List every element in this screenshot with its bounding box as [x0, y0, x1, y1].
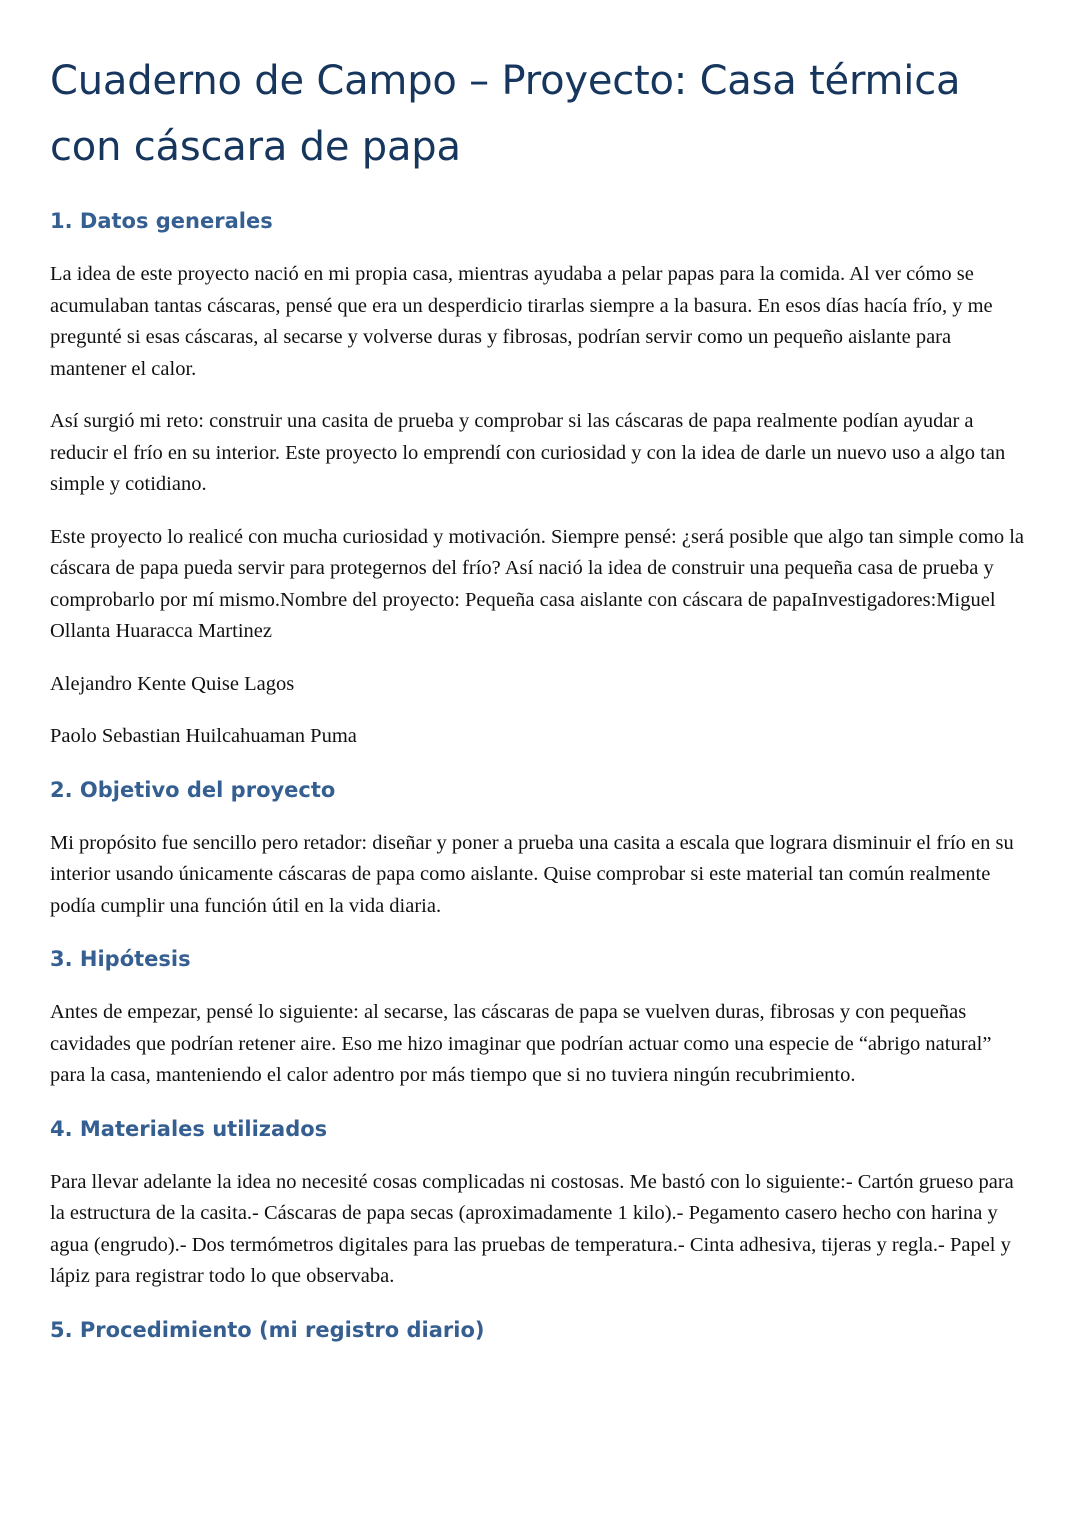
paragraph: Para llevar adelante la idea no necesité cosas complicadas ni costosas. Me bastó con lo siguiente:- Cartón grueso para la estructura de la casita.- Cáscaras de papa secas (aproximadamente 1 kilo).- Pegamento casero hecho con harina y agua (engrudo).- Dos termómetros digitales para las pruebas de temperatura.- Cinta adhesiva, tijeras y regla.- Papel y lápiz para registrar todo lo que observaba.	[50, 1170, 1014, 1287]
document-page	[50, 48, 1030, 1345]
paragraph: Mi propósito fue sencillo pero retador: diseñar y poner a prueba una casita a escala que lograra disminuir el frío en su interior usando únicamente cáscaras de papa como aislante. Quise comprobar si este material tan común realmente podía cumplir una función útil en la vida diaria.	[50, 831, 1014, 917]
section-heading-datos-generales: 1. Datos generales	[50, 209, 273, 233]
section-heading-hipotesis: 3. Hipótesis	[50, 947, 191, 971]
investigator-name: Paolo Sebastian Huilcahuaman Puma	[50, 725, 357, 747]
document-title: Cuaderno de Campo – Proyecto: Casa térmica con cáscara de papa	[50, 58, 961, 170]
section-heading-materiales: 4. Materiales utilizados	[50, 1116, 328, 1141]
investigator-name: Alejandro Kente Quise Lagos	[50, 672, 295, 695]
section-heading-objetivo: 2. Objetivo del proyecto	[50, 777, 336, 802]
paragraph: La idea de este proyecto nació en mi propia casa, mientras ayudaba a pelar papas para la comida. Al ver cómo se acumulaban tantas cáscaras, pensé que era un desperdicio tirarlas siempre a la basura. En esos días hacía frío, y me pregunté si esas cáscaras, al secarse y volverse duras y fibrosas, podrían servir como un pequeño aislante para mantener el calor.	[50, 263, 993, 380]
paragraph: Así surgió mi reto: construir una casita de prueba y comprobar si las cáscaras de papa realmente podían ayudar a reducir el frío en su interior. Este proyecto lo emprendí con curiosidad y con la idea de darle un nuevo uso a algo tan simple y cotidiano.	[50, 410, 1006, 495]
paragraph: Este proyecto lo realicé con mucha curiosidad y motivación. Siempre pensé: ¿será posible que algo tan simple como la cáscara de papa pueda servir para protegernos del frío? Así nació la idea de construir una pequeña casa de prueba y comprobarlo por mí mismo.Nombre del proyecto: Pequeña casa aislante con cáscara de papaInvestigadores:Miguel Ollanta Huaracca Martinez	[50, 525, 1025, 642]
section-heading-procedimiento: 5. Procedimiento (mi registro diario)	[50, 1317, 485, 1342]
paragraph: Antes de empezar, pensé lo siguiente: al secarse, las cáscaras de papa se vuelven duras, fibrosas y con pequeñas cavidades que podrían retener aire. Eso me hizo imaginar que podrían actuar como una especie de “abrigo natural” para la casa, manteniendo el calor adentro por más tiempo que si no tuviera ningún recubrimiento.	[50, 1001, 992, 1086]
